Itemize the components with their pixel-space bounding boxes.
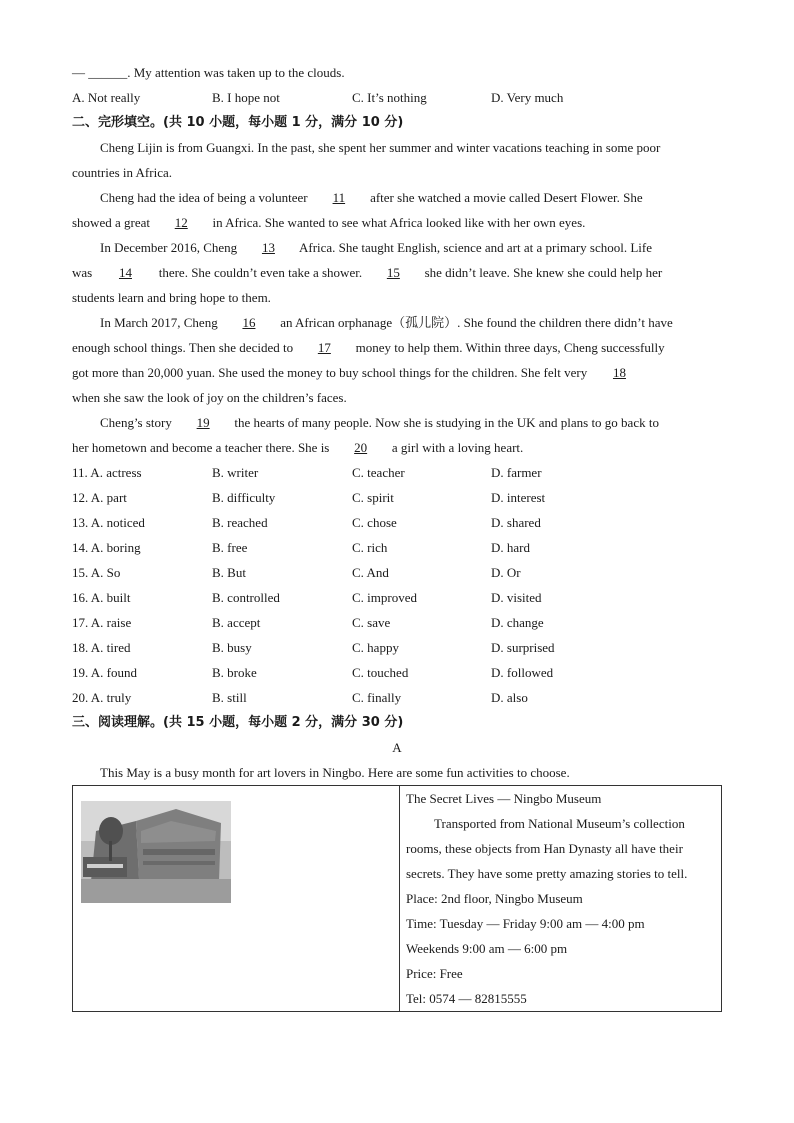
dash: — — [72, 65, 89, 80]
q10-options — [72, 85, 722, 110]
blank-17: 17 — [317, 340, 331, 355]
option-d: D. Very much — [491, 90, 564, 105]
question-row: 16. A. built B. controlled C. improved D. visited — [72, 590, 542, 605]
blank-20: 20 — [354, 440, 368, 455]
activity-price: Price: Free — [406, 966, 463, 981]
q10-tail — [72, 60, 722, 85]
question-row: 15. A. So B. But C. And D. Or — [72, 565, 521, 580]
exam-page — [72, 60, 722, 1012]
question-row: 18. A. tired B. busy C. happy D. surprised — [72, 640, 555, 655]
section3-title: 三、阅读理解。(共 15 小题，每小题 2 分，满分 30 分) — [72, 715, 404, 730]
activity-table — [72, 785, 722, 1012]
passage-line: was 14 there. She couldn’t even take a shower. 15 she didn’t leave. She knew she could help her — [72, 260, 722, 285]
question-row: 11. A. actress B. writer C. teacher D. farmer — [72, 465, 542, 480]
cloze-passage — [72, 135, 722, 460]
activity-time-weekends: Weekends 9:00 am — 6:00 pm — [406, 941, 568, 956]
question-row: 14. A. boring B. free C. rich D. hard — [72, 540, 530, 555]
passage-line: her hometown and become a teacher there. She is 20 a girl with a loving heart. — [72, 435, 722, 460]
activity-title: The Secret Lives — Ningbo Museum — [406, 791, 602, 806]
passage-line: when she saw the look of joy on the children’s faces. — [72, 390, 347, 405]
passage-line: enough school things. Then she decided to 17 money to help them. Within three days, Cheng successfully — [72, 335, 722, 360]
activity-tel: Tel: 0574 — 82815555 — [406, 991, 527, 1006]
passage-line: Cheng Lijin is from Guangxi. In the past, she spent her summer and winter vacations teaching in some poor — [100, 140, 661, 155]
reading-a-label: A — [392, 740, 402, 755]
option-a: A. Not really — [72, 90, 141, 105]
passage-line: In December 2016, Cheng 13 Africa. She taught English, science and art at a primary school. Life — [72, 235, 722, 260]
passage-line: showed a great 12 in Africa. She wanted to see what Africa looked like with her own eyes. — [72, 210, 722, 235]
passage-line: In March 2017, Cheng 16 an African orphanage（孤儿院）. She found the children there didn’t have — [72, 310, 722, 335]
section2-title: 二、完形填空。(共 10 小题，每小题 1 分，满分 10 分) — [72, 115, 404, 130]
activity-desc: Transported from National Museum’s collection — [434, 816, 685, 831]
question-row: 20. A. truly B. still C. finally D. also — [72, 690, 528, 705]
activity-desc: secrets. They have some pretty amazing stories to tell. — [406, 866, 688, 881]
activity-place: Place: 2nd floor, Ningbo Museum — [406, 891, 583, 906]
blank-16: 16 — [242, 315, 256, 330]
blank-14: 14 — [118, 265, 132, 280]
passage-line: Cheng’s story 19 the hearts of many people. Now she is studying in the UK and plans to go back to — [72, 410, 722, 435]
blank-11: 11 — [332, 190, 346, 205]
reading-intro: This May is a busy month for art lovers in Ningbo. Here are some fun activities to choose. — [100, 765, 570, 780]
activity-desc: rooms, these objects from Han Dynasty all have their — [406, 841, 683, 856]
blank-12: 12 — [174, 215, 188, 230]
activity-image-cell — [73, 786, 400, 1012]
question-row: 13. A. noticed B. reached C. chose D. shared — [72, 515, 541, 530]
activity-info-cell — [400, 786, 722, 1012]
blank-19: 19 — [196, 415, 210, 430]
dialogue-text: . My attention was taken up to the clouds. — [127, 65, 345, 80]
passage-line: got more than 20,000 yuan. She used the money to buy school things for the children. She felt very 18 — [72, 360, 722, 385]
passage-line: students learn and bring hope to them. — [72, 290, 271, 305]
passage-line: countries in Africa. — [72, 165, 172, 180]
answer-blank: ______ — [88, 65, 128, 80]
question-row: 19. A. found B. broke C. touched D. followed — [72, 665, 554, 680]
option-b: B. I hope not — [212, 90, 280, 105]
blank-15: 15 — [386, 265, 400, 280]
question-row: 12. A. part B. difficulty C. spirit D. interest — [72, 490, 546, 505]
blank-18: 18 — [612, 365, 626, 380]
passage-line: Cheng had the idea of being a volunteer 11 after she watched a movie called Desert Flower. She — [72, 185, 722, 210]
activity-time: Time: Tuesday — Friday 9:00 am — 4:00 pm — [406, 916, 645, 931]
option-c: C. It’s nothing — [352, 90, 427, 105]
question-row: 17. A. raise B. accept C. save D. change — [72, 615, 544, 630]
museum-building-photo — [81, 801, 231, 903]
blank-13: 13 — [261, 240, 275, 255]
question-options-list — [72, 460, 722, 710]
